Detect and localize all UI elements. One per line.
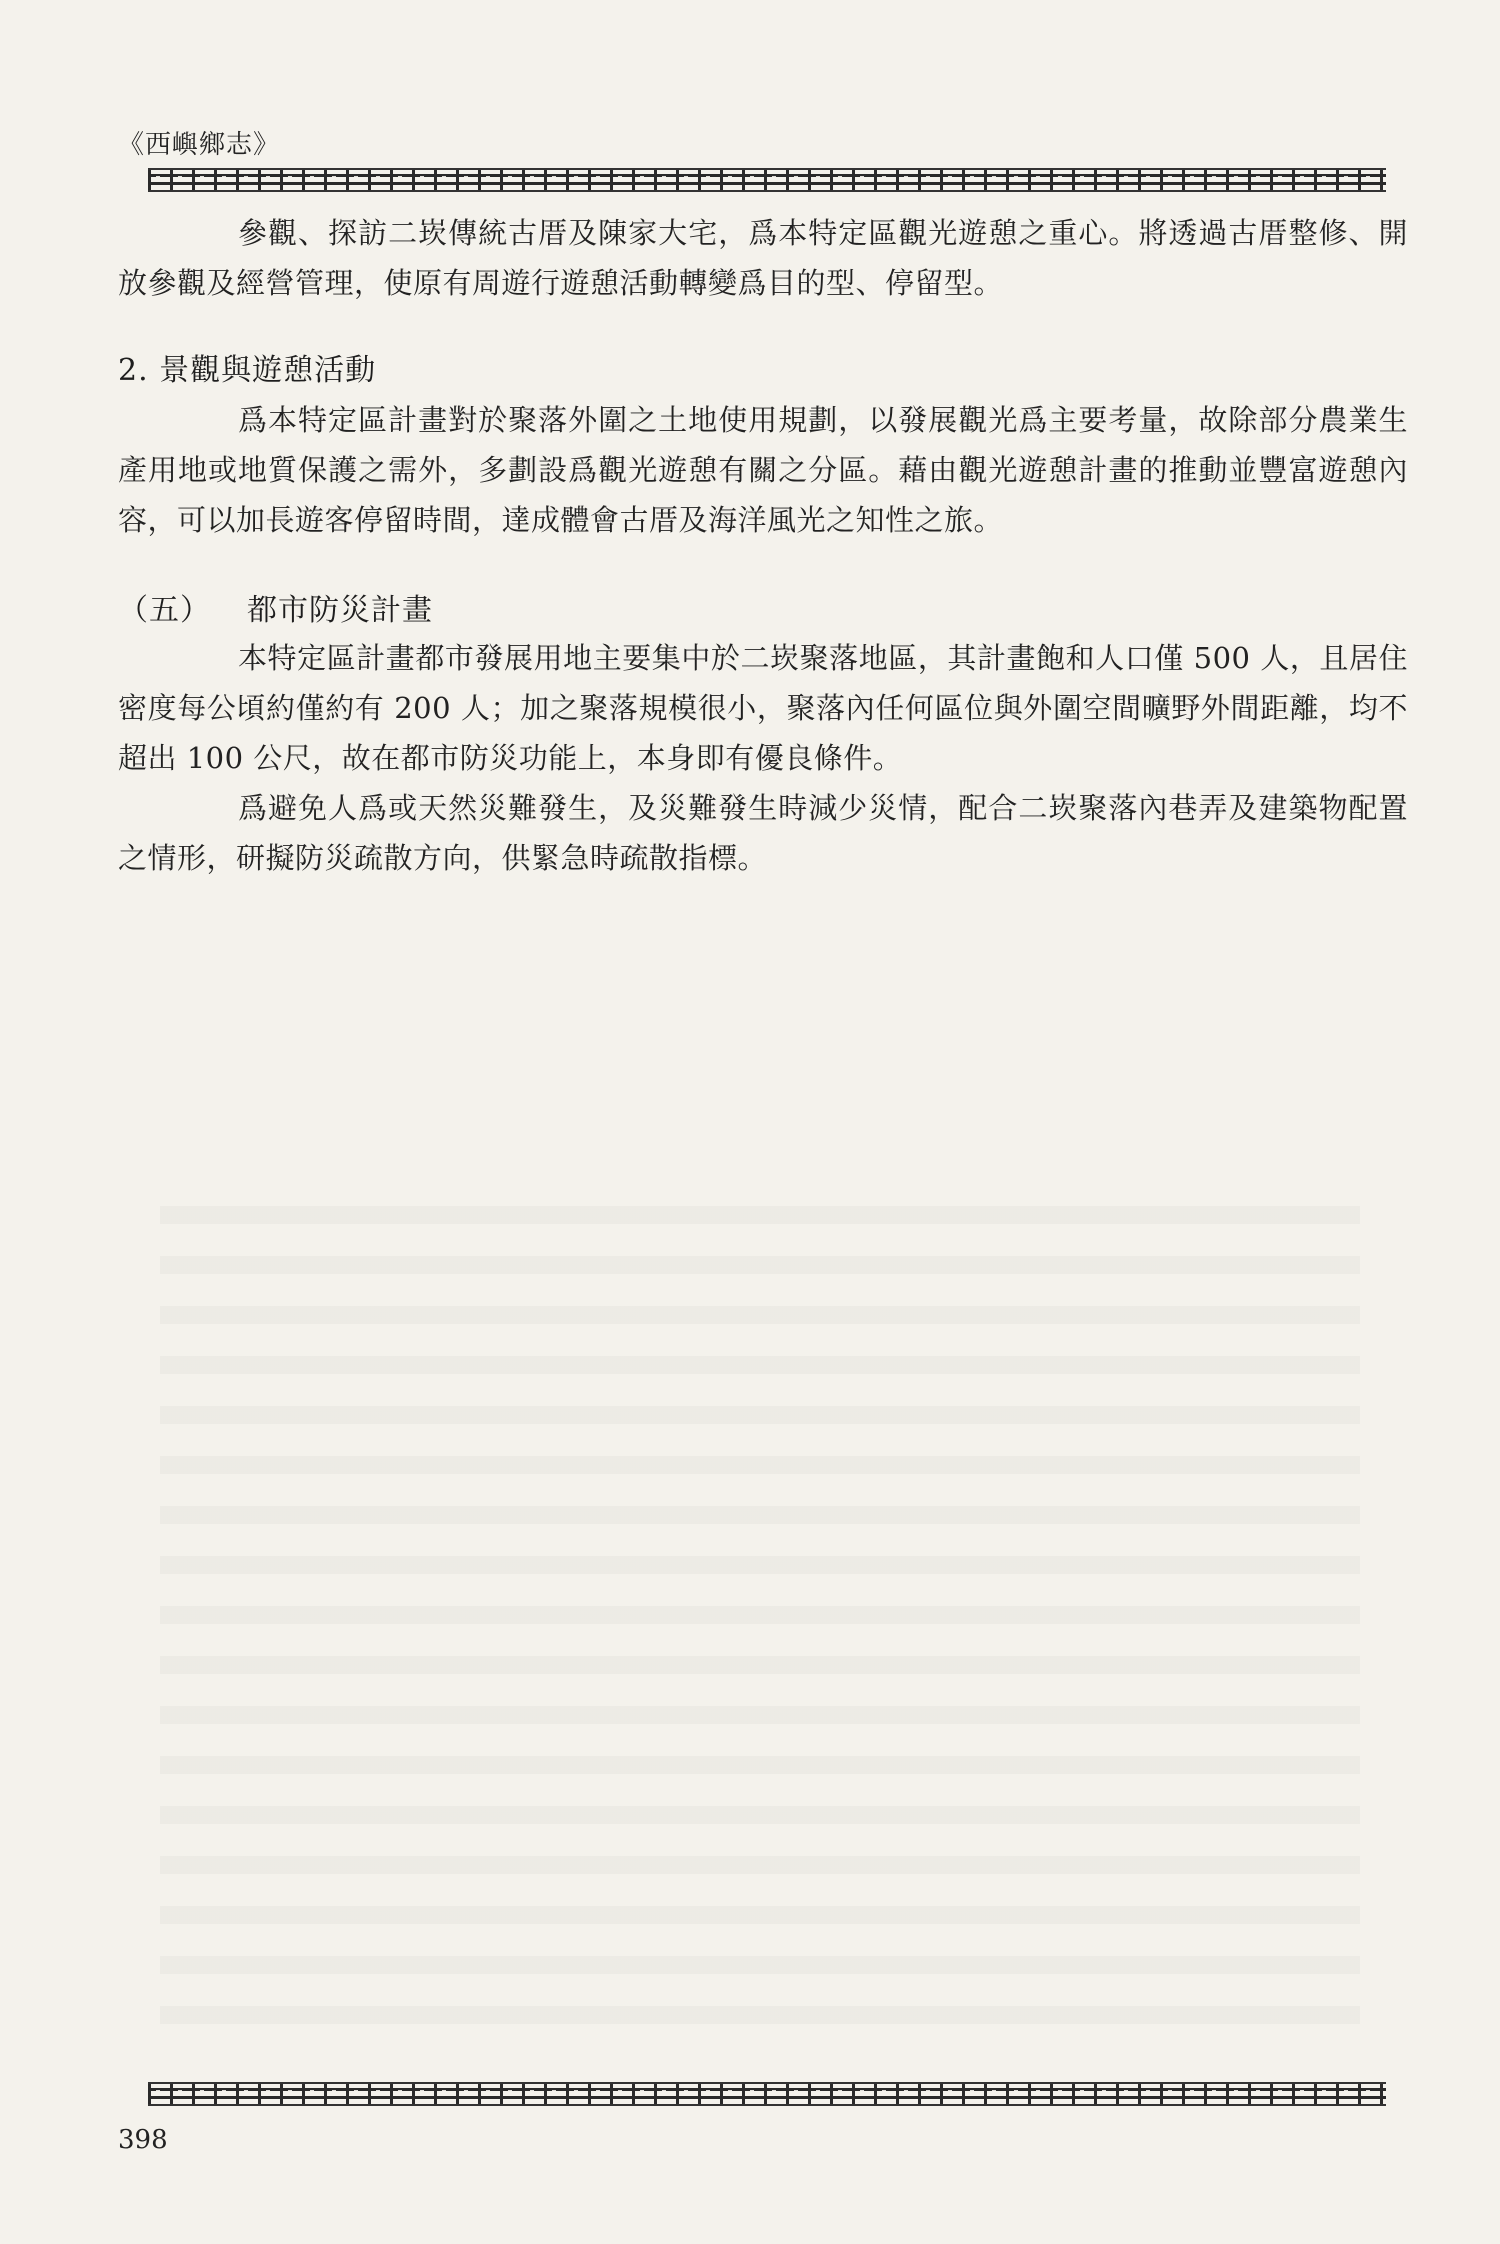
page-number: 398	[118, 2125, 168, 2155]
body-section-2	[118, 395, 1408, 545]
decorative-border-bottom	[148, 2082, 1386, 2106]
body-section-3	[118, 633, 1408, 883]
bleed-through-texture	[160, 1180, 1360, 2040]
section-heading-disaster-prevention	[118, 585, 433, 629]
decorative-border-top	[148, 168, 1386, 192]
section-heading-landscape: 2. 景觀與遊憩活動	[118, 353, 377, 388]
paragraph-1: 參觀、探訪二崁傳統古厝及陳家大宅，爲本特定區觀光遊憩之重心。將透過古厝整修、開放參觀及經營管理，使原有周遊行遊憩活動轉變爲目的型、停留型。	[118, 216, 1408, 300]
heading-text: 都市防災計畫	[247, 593, 433, 628]
paragraph-2: 爲本特定區計畫對於聚落外圍之土地使用規劃，以發展觀光爲主要考量，故除部分農業生產用地或地質保護之需外，多劃設爲觀光遊憩有關之分區。藉由觀光遊憩計畫的推動並豐富遊憩內容，可以加長遊客停留時間，達成體會古厝及海洋風光之知性之旅。	[118, 403, 1408, 537]
paragraph-3: 本特定區計畫都市發展用地主要集中於二崁聚落地區，其計畫飽和人口僅 500 人，且居住密度每公頃約僅約有 200 人；加之聚落規模很小，聚落內任何區位與外圍空間曠野外間距離，均不超出 100 公尺，故在都市防災功能上，本身即有優良條件。	[118, 641, 1408, 775]
heading-number: （五）	[118, 593, 211, 628]
paragraph-4: 爲避免人爲或天然災難發生，及災難發生時減少災情，配合二崁聚落內巷弄及建築物配置之情形，研擬防災疏散方向，供緊急時疏散指標。	[118, 791, 1408, 875]
body-section-1	[118, 208, 1408, 308]
running-header: 《西嶼鄉志》	[118, 130, 281, 160]
